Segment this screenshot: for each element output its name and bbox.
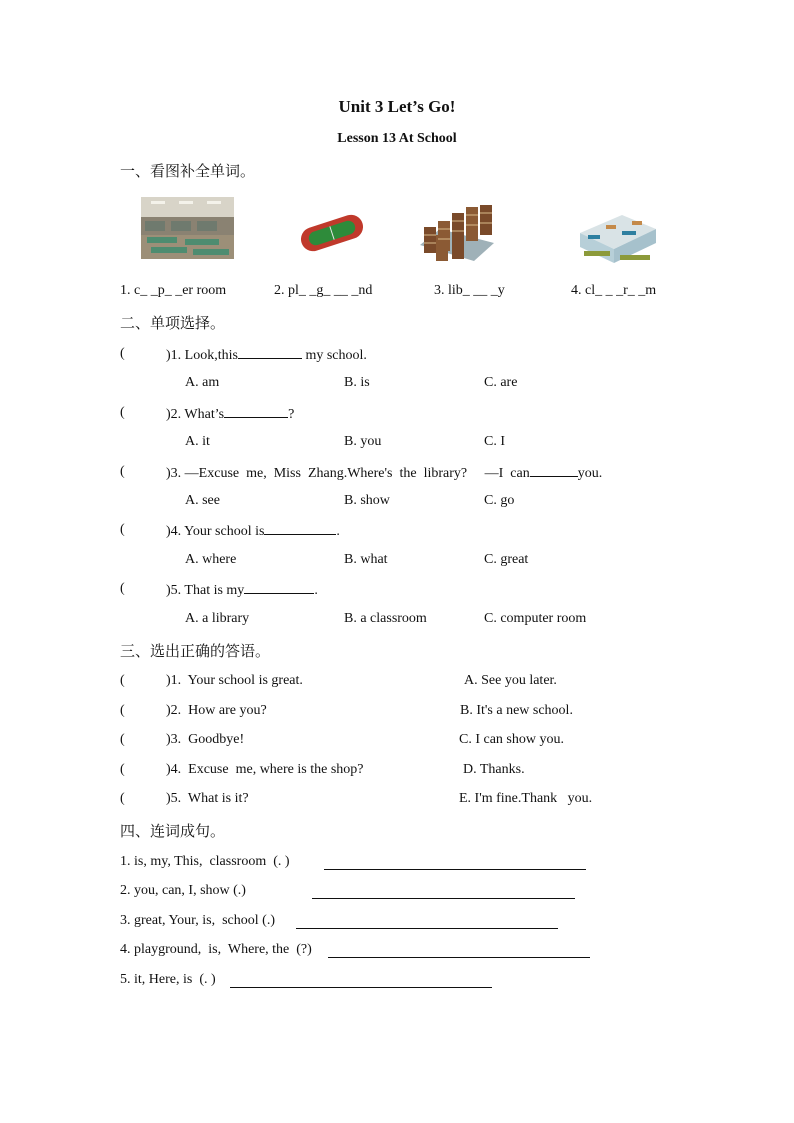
section1-heading: 一、看图补全单词。 [120, 162, 256, 180]
question-text-end: my school. [301, 348, 367, 363]
answer-paren: ( [120, 581, 125, 596]
match-question-1: )1. Your school is great. [166, 673, 303, 688]
question-number: )1. [166, 348, 182, 363]
answer-line-5[interactable] [230, 987, 492, 988]
question-2 [166, 405, 294, 423]
classroom-model-icon [576, 207, 658, 267]
section3-heading: 三、选出正确的答语。 [120, 642, 271, 660]
option-c[interactable]: C. are [484, 375, 518, 390]
question-number: )5. [166, 583, 182, 598]
sentence-item-4: 4. playground, is, Where, the (?) [120, 942, 312, 957]
match-answer-d: D. Thanks. [463, 762, 525, 777]
match-answer-e: E. I'm fine.Thank you. [459, 791, 593, 806]
section2-heading: 二、单项选择。 [120, 314, 226, 332]
question-number: )2. [166, 407, 182, 422]
option-c[interactable]: C. go [484, 493, 515, 508]
playground-icon [296, 213, 368, 253]
option-b[interactable]: B. what [344, 552, 388, 567]
word-item-3: 3. lib_ __ _y [434, 283, 505, 298]
answer-paren: ( [120, 791, 125, 806]
option-b[interactable]: B. a classroom [344, 611, 427, 626]
question-5 [166, 581, 318, 599]
answer-paren: ( [120, 346, 125, 361]
answer-paren: ( [120, 522, 125, 537]
question-text: Your school is [184, 524, 265, 539]
answer-line-2[interactable] [312, 898, 575, 899]
option-a[interactable]: A. it [185, 434, 210, 449]
answer-line-1[interactable] [324, 869, 586, 870]
option-b[interactable]: B. is [344, 375, 370, 390]
option-a[interactable]: A. see [185, 493, 220, 508]
answer-paren: ( [120, 673, 125, 688]
lesson-subtitle: Lesson 13 At School [337, 131, 457, 146]
match-answer-b: B. It's a new school. [460, 703, 573, 718]
answer-paren: ( [120, 464, 125, 479]
computer-room-photo [141, 197, 234, 259]
sentence-item-5: 5. it, Here, is (. ) [120, 972, 216, 987]
match-question-5: )5. What is it? [166, 791, 249, 806]
word-item-2: 2. pl_ _g_ __ _nd [274, 283, 373, 298]
answer-blank[interactable] [530, 464, 578, 477]
match-question-3: )3. Goodbye! [166, 732, 245, 747]
answer-line-3[interactable] [296, 928, 558, 929]
sentence-item-2: 2. you, can, I, show (.) [120, 883, 246, 898]
answer-paren: ( [120, 703, 125, 718]
question-number: )3. [166, 466, 182, 481]
match-question-2: )2. How are you? [166, 703, 267, 718]
option-c[interactable]: C. great [484, 552, 529, 567]
answer-paren: ( [120, 762, 125, 777]
question-text: What’s [184, 407, 225, 422]
option-b[interactable]: B. show [344, 493, 390, 508]
answer-blank[interactable] [238, 346, 302, 359]
answer-blank[interactable] [264, 522, 336, 535]
question-text-end: . [336, 524, 340, 539]
question-text-end: you. [577, 466, 603, 481]
answer-blank[interactable] [244, 581, 314, 594]
option-a[interactable]: A. am [185, 375, 220, 390]
option-c[interactable]: C. I [484, 434, 505, 449]
question-3 [166, 464, 602, 482]
answer-paren: ( [120, 732, 125, 747]
option-a[interactable]: A. where [185, 552, 237, 567]
question-text: —Excuse me, Miss Zhang.Where's the library? —I can [184, 466, 530, 481]
question-text: Look,this [184, 348, 238, 363]
word-item-1: 1. c_ _p_ _er room [120, 283, 227, 298]
question-number: )4. [166, 524, 182, 539]
question-text: That is my [184, 583, 245, 598]
question-1 [166, 346, 367, 364]
question-text-end: ? [288, 407, 295, 422]
match-answer-c: C. I can show you. [459, 732, 564, 747]
question-4 [166, 522, 340, 540]
answer-line-4[interactable] [328, 957, 590, 958]
match-question-4: )4. Excuse me, where is the shop? [166, 762, 364, 777]
question-text-end: . [314, 583, 318, 598]
answer-blank[interactable] [224, 405, 288, 418]
sentence-item-1: 1. is, my, This, classroom (. ) [120, 854, 290, 869]
word-item-4: 4. cl_ _ _r_ _m [571, 283, 657, 298]
library-shelves-icon [418, 203, 496, 265]
option-c[interactable]: C. computer room [484, 611, 587, 626]
answer-paren: ( [120, 405, 125, 420]
sentence-item-3: 3. great, Your, is, school (.) [120, 913, 275, 928]
option-b[interactable]: B. you [344, 434, 382, 449]
option-a[interactable]: A. a library [185, 611, 250, 626]
page-title: Unit 3 Let’s Go! [338, 97, 456, 116]
section4-heading: 四、连词成句。 [120, 822, 226, 840]
match-answer-a: A. See you later. [464, 673, 557, 688]
